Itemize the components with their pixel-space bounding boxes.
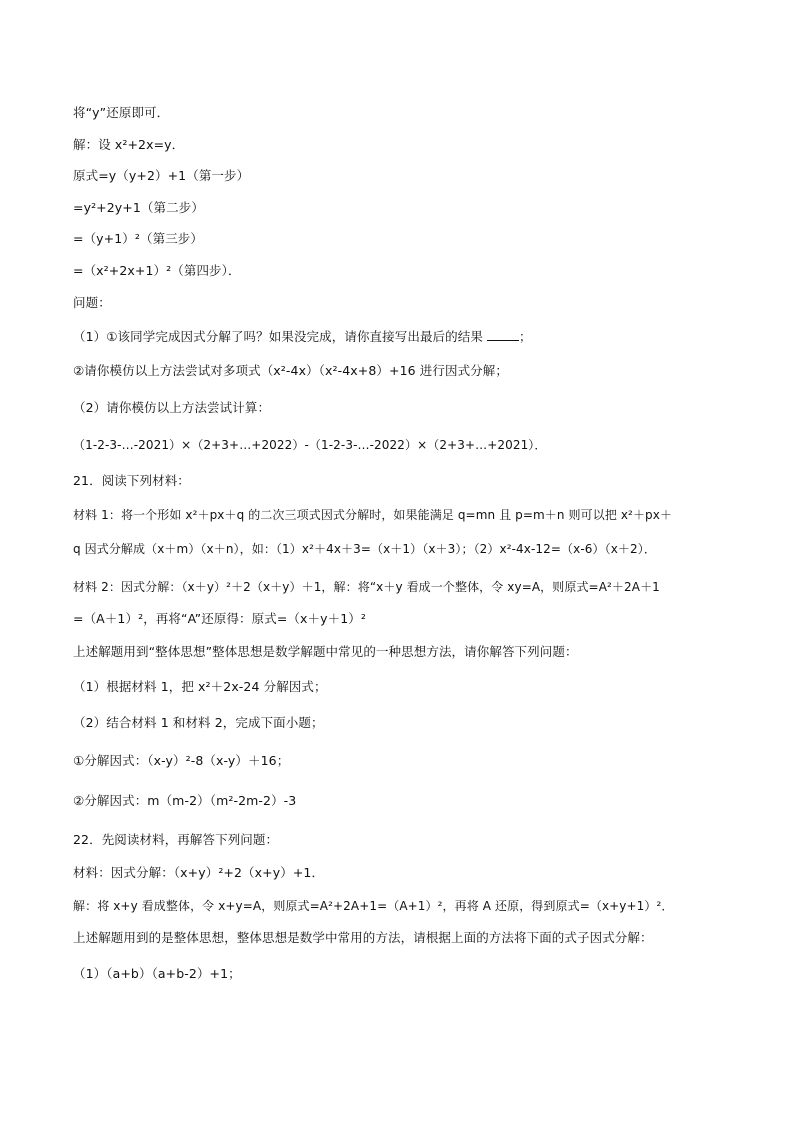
answer-blank — [487, 328, 519, 341]
text-line: ②请你模仿以上方法尝试对多项式（x²-4x）（x²-4x+8）+16 进行因式分解； — [73, 363, 508, 378]
text-line: ②分解因式：m（m-2）（m²-2m-2）-3 — [73, 793, 297, 808]
text-line: =（A＋1）²，再将“A”还原得：原式=（x＋y＋1）² — [73, 611, 366, 626]
text-line: ①分解因式：（x-y）²-8（x-y）＋16； — [73, 753, 290, 768]
text-line: 将“y”还原即可． — [73, 105, 170, 120]
question-line-with-blank — [73, 328, 532, 346]
text-line: 材料 2：因式分解：（x＋y）²＋2（x＋y）＋1，解：将“x＋y 看成一个整体，令 xy=A，则原式=A²＋2A＋1 — [73, 580, 660, 594]
question-end: ； — [518, 329, 532, 344]
text-line: 原式=y（y+2）+1（第一步） — [73, 168, 250, 183]
text-line: 上述解题用到“整体思想”整体思想是数学解题中常见的一种思想方法，请你解答下列问题： — [73, 644, 578, 659]
text-line: =（y+1）²（第三步） — [73, 231, 204, 246]
text-line: 材料 1：将一个形如 x²＋px＋q 的二次三项式因式分解时，如果能满足 q=mn 且 p=m＋n 则可以把 x²＋px＋ — [73, 508, 673, 522]
text-line: =y²+2y+1（第二步） — [73, 200, 204, 215]
text-line: （1）（a+b）（a+b-2）+1； — [73, 966, 241, 981]
text-line: （1-2-3-…-2021）×（2+3+…+2022）-（1-2-3-…-2022）×（2+3+…+2021）． — [73, 438, 547, 452]
text-line: 解：将 x+y 看成整体，令 x+y=A，则原式=A²+2A+1=（A+1）²，再将 A 还原，得到原式=（x+y+1）²． — [73, 899, 674, 913]
text-line: 解：设 x²+2x=y． — [73, 137, 185, 152]
text-line: 问题： — [73, 295, 111, 310]
text-line: q 因式分解成（x＋m）（x＋n），如：（1）x²＋4x＋3=（x＋1）（x＋3）；（2）x²-4x-12=（x-6）（x＋2）． — [73, 542, 656, 556]
text-line: （1）根据材料 1，把 x²＋2x-24 分解因式； — [73, 679, 327, 694]
text-line: （2）结合材料 1 和材料 2，完成下面小题； — [73, 715, 324, 730]
text-line: 上述解题用到的是整体思想，整体思想是数学中常用的方法，请根据上面的方法将下面的式子因式分解： — [73, 930, 653, 945]
text-line: （2）请你模仿以上方法尝试计算： — [73, 400, 271, 415]
question-heading-21: 21．阅读下列材料： — [73, 473, 190, 488]
question-text: （1）①该同学完成因式分解了吗？如果没完成，请你直接写出最后的结果 — [73, 329, 483, 344]
question-heading-22: 22．先阅读材料，再解答下列问题： — [73, 832, 279, 847]
text-line: 材料：因式分解：（x+y）²+2（x+y）+1． — [73, 865, 325, 880]
text-line: =（x²+2x+1）²（第四步）． — [73, 263, 241, 278]
